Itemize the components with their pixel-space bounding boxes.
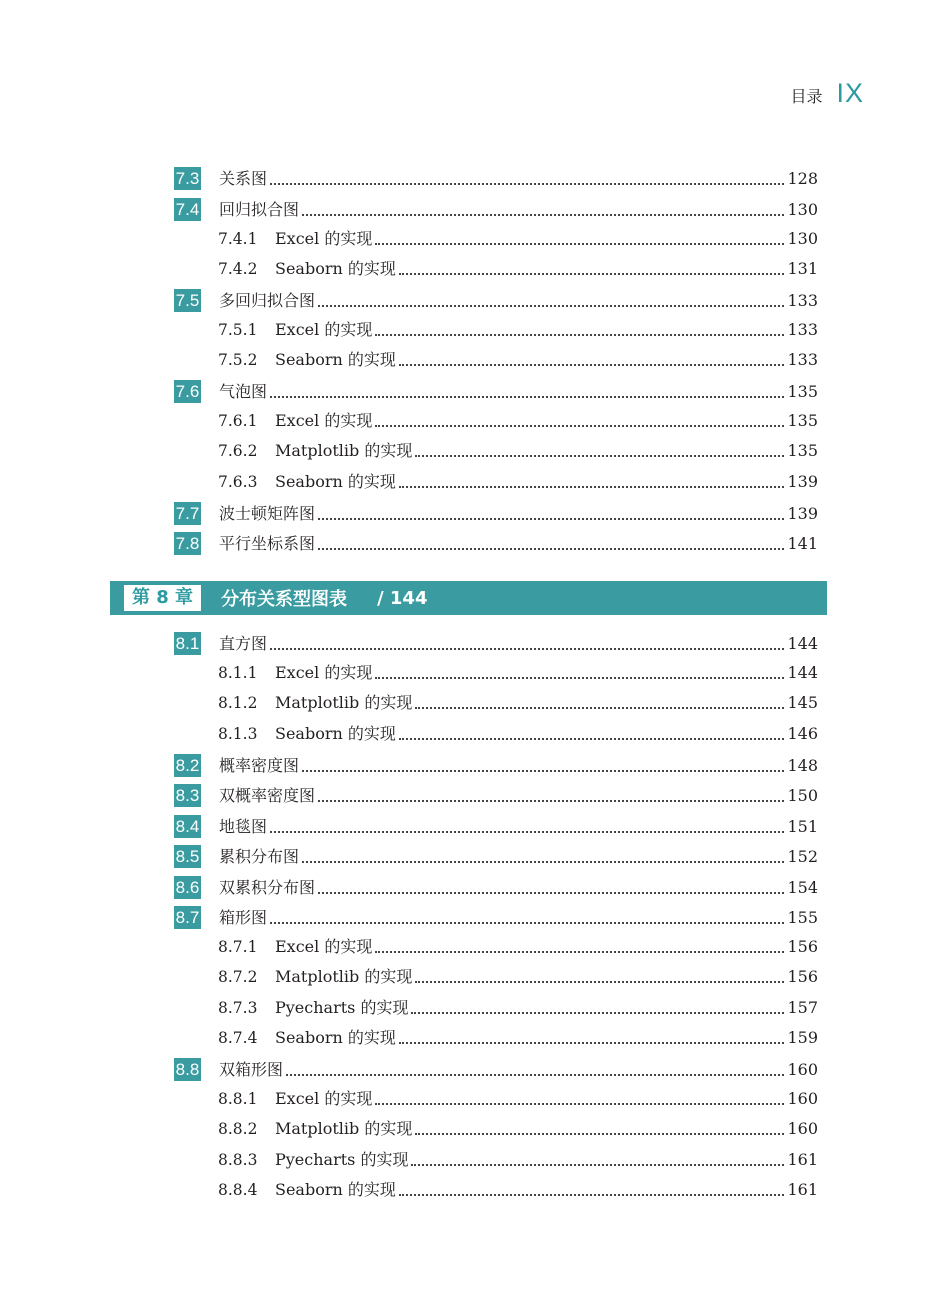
section-number-badge: 8.8: [175, 1060, 200, 1079]
toc-subsection-row[interactable]: [0, 227, 940, 251]
page-ref: 160: [787, 1060, 818, 1079]
subsection-number: 7.6.2: [218, 442, 258, 461]
chapter-heading[interactable]: [110, 581, 827, 615]
dot-leader: [270, 183, 784, 185]
toc-entry: [219, 876, 818, 900]
section-number-badge: 7.5: [175, 290, 200, 310]
toc-entry: [219, 1058, 818, 1082]
page-ref: 139: [787, 471, 818, 491]
subsection-title: Matplotlib 的实现: [275, 967, 413, 987]
subsection-title: Pyecharts 的实现: [275, 1149, 409, 1169]
page-ref: 128: [787, 169, 818, 188]
dot-leader: [375, 1103, 784, 1105]
section-number-badge: 8.2: [175, 755, 200, 775]
toc-subsection-row[interactable]: [0, 1178, 940, 1202]
page-ref: 150: [787, 786, 818, 806]
toc-entry: [275, 1026, 818, 1050]
toc-subsection-row[interactable]: [0, 257, 940, 281]
toc-entry: [275, 409, 818, 433]
toc-subsection-row[interactable]: [0, 1087, 940, 1111]
chapter-page: / 144: [377, 587, 428, 609]
dot-leader: [375, 951, 784, 953]
toc-entry: [275, 965, 818, 989]
toc-entry: [219, 198, 818, 222]
page-ref: 161: [787, 1179, 818, 1199]
subsection-title: Excel 的实现: [275, 319, 373, 339]
toc-section-row[interactable]: [0, 380, 940, 404]
toc-entry: [275, 722, 818, 746]
page-ref: 130: [787, 199, 818, 219]
toc-subsection-row[interactable]: [0, 1117, 940, 1141]
toc-entry: [219, 784, 818, 808]
section-title: 气泡图: [219, 382, 268, 402]
running-title: 目录: [790, 87, 823, 106]
toc-section-row[interactable]: [0, 532, 940, 556]
dot-leader: [399, 486, 785, 488]
toc-entry: [219, 845, 818, 869]
section-title: 回归拟合图: [219, 199, 300, 219]
page-ref: 135: [787, 382, 818, 402]
toc-entry: [275, 1087, 818, 1111]
toc-entry: [275, 1148, 818, 1172]
dot-leader: [375, 425, 784, 427]
dot-leader: [270, 922, 784, 924]
subsection-title: Excel 的实现: [275, 411, 373, 431]
subsection-title: Seaborn 的实现: [275, 1179, 396, 1199]
subsection-number: 7.4.2: [218, 259, 258, 278]
toc-section-row[interactable]: [0, 754, 940, 778]
dot-leader: [415, 707, 784, 709]
dot-leader: [318, 305, 784, 307]
section-number-badge: 7.7: [175, 503, 200, 523]
toc-entry: [275, 1178, 818, 1202]
toc-entry: [275, 1117, 818, 1141]
dot-leader: [318, 518, 784, 520]
toc-subsection-row[interactable]: [0, 691, 940, 715]
page-ref: 133: [787, 319, 818, 339]
dot-leader: [302, 770, 784, 772]
page-ref: 160: [787, 1119, 818, 1139]
page-ref: 155: [787, 908, 818, 928]
section-number-badge: 8.5: [175, 847, 200, 867]
page-number: IX: [836, 78, 864, 108]
chapter-title: 分布关系型图表: [221, 589, 348, 610]
dot-leader: [270, 831, 784, 833]
section-title: 关系图: [219, 169, 268, 188]
subsection-title: Excel 的实现: [275, 663, 373, 682]
subsection-title: Seaborn 的实现: [275, 471, 396, 491]
toc-subsection-row[interactable]: [0, 409, 940, 433]
toc-section-row[interactable]: [0, 876, 940, 900]
dot-leader: [399, 1194, 785, 1196]
section-number-badge: 8.6: [175, 877, 200, 897]
page-ref: 144: [787, 634, 818, 653]
dot-leader: [375, 243, 784, 245]
toc-subsection-row[interactable]: [0, 661, 940, 685]
subsection-title: Pyecharts 的实现: [275, 997, 409, 1017]
page-ref: 156: [787, 967, 818, 987]
page-ref: 135: [787, 441, 818, 461]
toc-subsection-row[interactable]: [0, 1026, 940, 1050]
page-ref: 148: [787, 755, 818, 775]
toc-entry: [219, 289, 818, 313]
subsection-number: 7.4.1: [218, 229, 258, 248]
section-title: 地毯图: [219, 816, 268, 836]
toc-entry: [275, 661, 818, 685]
toc-subsection-row[interactable]: [0, 318, 940, 342]
section-title: 波士顿矩阵图: [219, 503, 316, 523]
subsection-number: 8.8.2: [218, 1120, 258, 1139]
toc-section-row[interactable]: [0, 906, 940, 930]
page-ref: 144: [787, 663, 818, 682]
section-title: 概率密度图: [219, 755, 300, 775]
dot-leader: [302, 214, 784, 216]
toc-subsection-row[interactable]: [0, 965, 940, 989]
section-number-badge: 7.8: [175, 534, 200, 554]
subsection-number: 8.7.4: [218, 1029, 258, 1047]
toc-entry: [275, 470, 818, 494]
subsection-number: 8.1.1: [218, 664, 258, 682]
toc-section-row[interactable]: [0, 167, 940, 191]
subsection-title: Matplotlib 的实现: [275, 693, 413, 713]
page-ref: 133: [787, 290, 818, 310]
toc-subsection-row[interactable]: [0, 1148, 940, 1172]
toc-entry: [219, 380, 818, 404]
section-title: 双箱形图: [219, 1060, 284, 1079]
toc-entry: [219, 754, 818, 778]
toc-entry: [275, 227, 818, 251]
dot-leader: [399, 738, 785, 740]
subsection-title: Matplotlib 的实现: [275, 1119, 413, 1139]
subsection-title: Seaborn 的实现: [275, 350, 396, 370]
subsection-number: 7.6.1: [218, 412, 258, 431]
toc-section-row[interactable]: [0, 502, 940, 526]
toc-section-row[interactable]: [0, 632, 940, 656]
toc-section-row[interactable]: [0, 845, 940, 869]
dot-leader: [302, 861, 784, 863]
page-ref: 160: [787, 1089, 818, 1108]
dot-leader: [318, 800, 784, 802]
subsection-number: 8.7.1: [218, 938, 258, 957]
subsection-number: 7.5.1: [218, 320, 258, 339]
subsection-title: Seaborn 的实现: [275, 723, 396, 743]
section-number-badge: 8.3: [175, 786, 200, 806]
subsection-title: Seaborn 的实现: [275, 258, 396, 278]
toc-section-row[interactable]: [0, 1058, 940, 1082]
chapter-label: 第 8 章: [124, 585, 201, 611]
subsection-number: 7.6.3: [218, 472, 258, 491]
section-title: 直方图: [219, 634, 268, 653]
subsection-title: Excel 的实现: [275, 228, 373, 248]
subsection-number: 8.7.3: [218, 998, 258, 1017]
dot-leader: [375, 334, 784, 336]
dot-leader: [411, 1164, 784, 1166]
page-ref: 135: [787, 411, 818, 431]
section-number-badge: 8.4: [175, 816, 200, 836]
toc-entry: [219, 167, 818, 191]
toc-entry: [219, 815, 818, 839]
page-ref: 139: [787, 503, 818, 523]
subsection-number: 8.1.2: [218, 694, 258, 713]
toc-entry: [219, 906, 818, 930]
page-ref: 131: [787, 258, 818, 278]
page-ref: 154: [787, 877, 818, 897]
subsection-title: Seaborn 的实现: [275, 1028, 396, 1047]
toc-section-row[interactable]: [0, 289, 940, 313]
toc-section-row[interactable]: [0, 784, 940, 808]
dot-leader: [375, 677, 784, 679]
subsection-number: 8.8.3: [218, 1150, 258, 1169]
dot-leader: [415, 455, 784, 457]
page-ref: 152: [787, 847, 818, 867]
subsection-number: 7.5.2: [218, 351, 258, 370]
toc-entry: [275, 996, 818, 1020]
page-ref: 133: [787, 350, 818, 370]
dot-leader: [411, 1012, 784, 1014]
section-number-badge: 7.3: [175, 169, 200, 188]
page-ref: 141: [787, 534, 818, 554]
section-title: 双累积分布图: [219, 877, 316, 897]
section-number-badge: 7.6: [175, 382, 200, 402]
page-ref: 145: [787, 693, 818, 713]
page-ref: 161: [787, 1149, 818, 1169]
subsection-title: Excel 的实现: [275, 1089, 373, 1108]
toc-section-row[interactable]: [0, 198, 940, 222]
dot-leader: [415, 981, 784, 983]
subsection-number: 8.1.3: [218, 724, 258, 743]
subsection-number: 8.7.2: [218, 968, 258, 987]
section-title: 双概率密度图: [219, 786, 316, 806]
dot-leader: [415, 1133, 784, 1135]
toc-subsection-row[interactable]: [0, 996, 940, 1020]
subsection-number: 8.8.1: [218, 1090, 258, 1108]
toc-entry: [219, 532, 818, 556]
section-title: 累积分布图: [219, 847, 300, 867]
section-title: 平行坐标系图: [219, 534, 316, 554]
toc-entry: [275, 439, 818, 463]
subsection-title: Matplotlib 的实现: [275, 441, 413, 461]
dot-leader: [286, 1074, 784, 1076]
section-title: 多回归拟合图: [219, 290, 316, 310]
page-ref: 130: [787, 228, 818, 248]
subsection-title: Excel 的实现: [275, 937, 373, 957]
dot-leader: [318, 548, 784, 550]
toc-section-row[interactable]: [0, 815, 940, 839]
toc-entry: [219, 502, 818, 526]
toc-entry: [275, 691, 818, 715]
dot-leader: [399, 364, 785, 366]
section-title: 箱形图: [219, 908, 268, 928]
section-number-badge: 8.7: [175, 908, 200, 928]
page-ref: 157: [787, 997, 818, 1017]
toc-entry: [275, 257, 818, 281]
dot-leader: [318, 892, 784, 894]
toc-subsection-row[interactable]: [0, 439, 940, 463]
toc-entry: [275, 935, 818, 959]
toc-subsection-row[interactable]: [0, 348, 940, 372]
subsection-number: 8.8.4: [218, 1180, 258, 1199]
section-number-badge: 7.4: [175, 199, 200, 219]
toc-entry: [219, 632, 818, 656]
dot-leader: [399, 273, 785, 275]
toc-entry: [275, 348, 818, 372]
page-ref: 159: [787, 1028, 818, 1047]
page-ref: 146: [787, 723, 818, 743]
dot-leader: [270, 648, 784, 650]
toc-entry: [275, 318, 818, 342]
page-ref: 151: [787, 816, 818, 836]
dot-leader: [399, 1042, 785, 1044]
section-number-badge: 8.1: [175, 634, 200, 653]
dot-leader: [270, 396, 784, 398]
page-ref: 156: [787, 937, 818, 957]
toc-subsection-row[interactable]: [0, 935, 940, 959]
toc-subsection-row[interactable]: [0, 470, 940, 494]
toc-subsection-row[interactable]: [0, 722, 940, 746]
running-header: [790, 78, 864, 109]
